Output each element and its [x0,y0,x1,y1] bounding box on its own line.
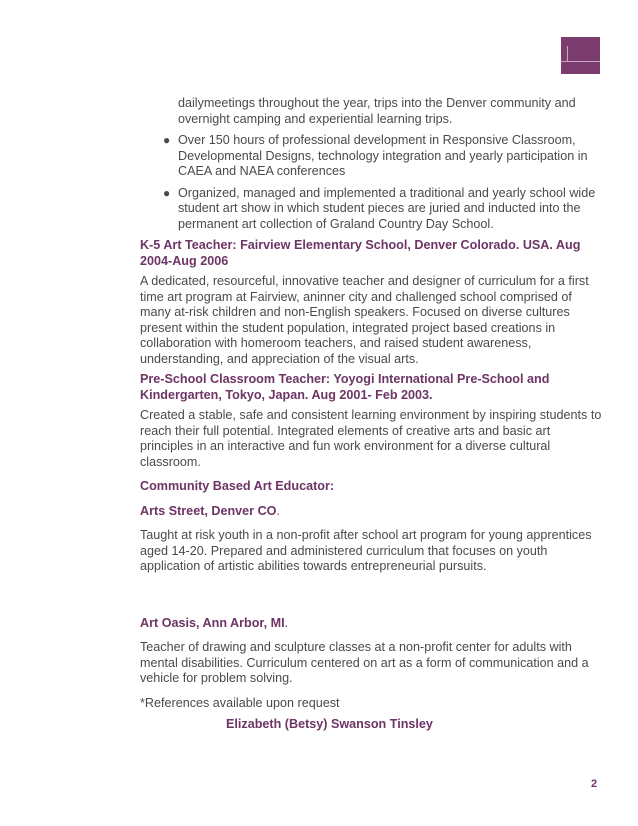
intro-continuation: dailymeetings throughout the year, trips into the Denver community and overnight camping and experiential learning trips. [178,96,576,126]
art-oasis-heading: Art Oasis, Ann Arbor, MI. [140,615,289,630]
preschool-heading: Pre-School Classroom Teacher: Yoyogi International Pre-School and Kindergarten, Tokyo, Japan. Aug 2001- Feb 2003. [140,372,550,402]
bullet-icon: ● [163,185,171,200]
references-note: *References available upon request [140,695,340,710]
preschool-body: Created a stable, safe and consistent learning environment by inspiring students to reach their full potential. Integrated elements of creative arts and basic art principles in an interactive and fun work environment for a diverse cultural classroom. [140,408,602,469]
page-content [140,96,603,711]
page-number: 2 [591,778,598,790]
corner-box-notch [567,46,568,62]
decorative-corner-box [561,37,600,74]
list-item: ● Organized, managed and implemented a traditional and yearly school wide student art show in which student pieces are juried and inducted into the permanent art collection of Graland Country Day School. [163,185,596,231]
arts-street-heading: Arts Street, Denver CO. [140,503,280,518]
bullet-icon: ● [163,133,171,147]
signature: Elizabeth (Betsy) Swanson Tinsley [226,717,433,731]
art-oasis-body: Teacher of drawing and sculpture classes at a non-profit center for adults with mental disabilities. Curriculum centered on art as a form of communication and a vehicle for problem solving. [140,640,589,685]
k5-heading: K-5 Art Teacher: Fairview Elementary School, Denver Colorado. USA. Aug 2004-Aug 2006 [140,238,581,268]
bullet-list [143,133,603,232]
k5-body: A dedicated, resourceful, innovative teacher and designer of curriculum for a first time art program at Fairview, aninner city and challenged school comprised of many at-risk children and non-English speakers. Focused on diverse cultures present within the student population, integrated project based creations in collaboration with homeroom teachers, and raised student awareness, understanding, and appreciation of the visual arts. [140,274,589,366]
community-heading: Community Based Art Educator: [140,479,335,493]
corner-box-line [561,61,600,62]
list-item: ● Over 150 hours of professional development in Responsive Classroom, Developmental Designs, technology integration and yearly participation in CAEA and NAEA conferences [163,133,588,178]
experience-section [140,238,602,711]
arts-street-body: Taught at risk youth in a non-profit after school art program for young apprentices aged 14-20. Prepared and administered curriculum that focuses on youth application of artistic abilities towards entrepreneurial pursuits. [140,528,592,573]
